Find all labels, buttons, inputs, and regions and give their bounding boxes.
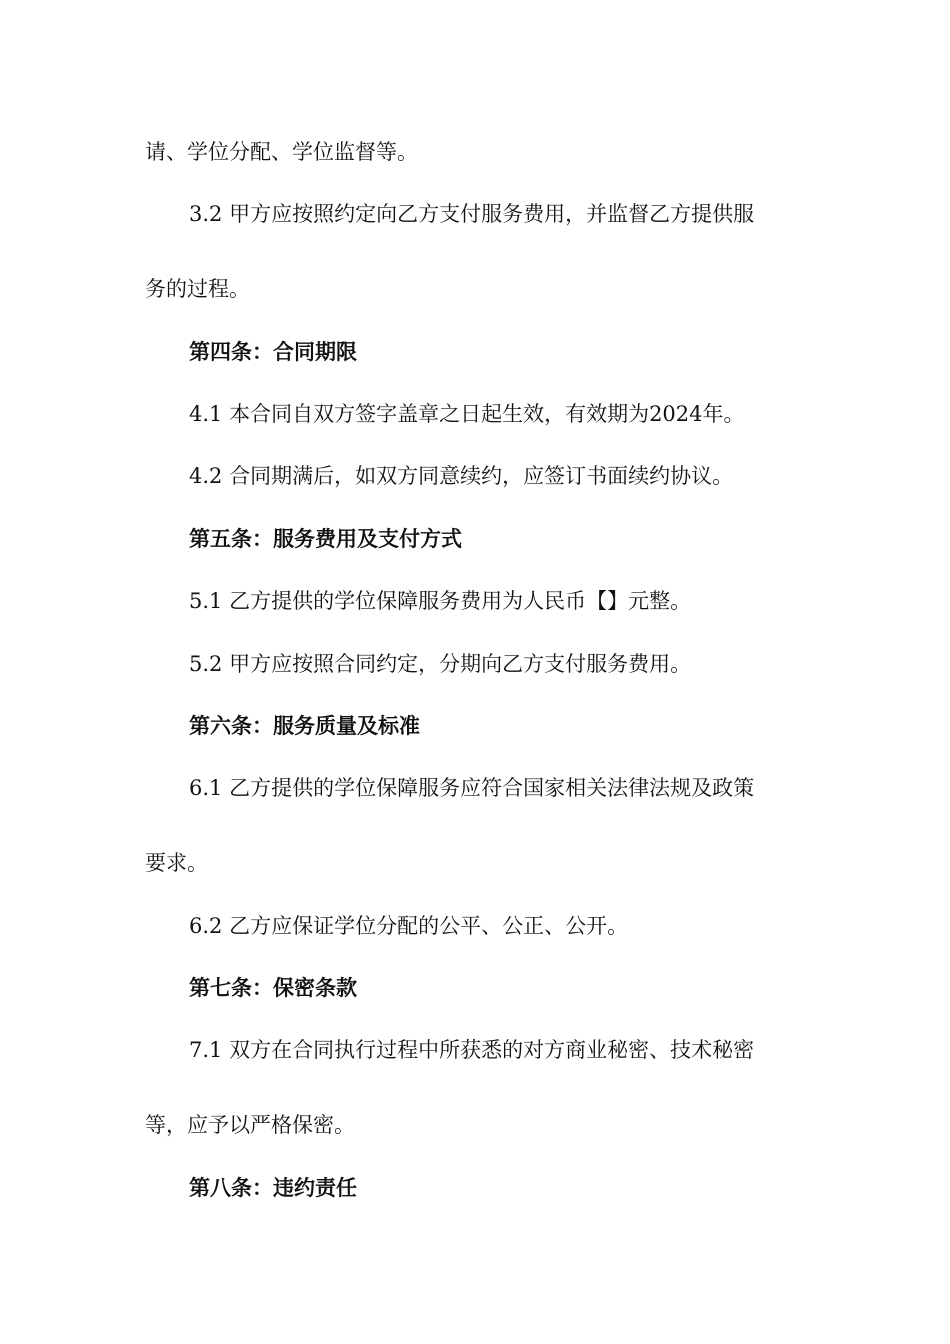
article-7-heading: 第七条：保密条款 <box>189 976 357 1000</box>
clause-3-2-continuation: 务的过程。 <box>145 277 250 301</box>
clause-7-1: 7.1 双方在合同执行过程中所获悉的对方商业秘密、技术秘密 <box>189 1038 755 1062</box>
clause-6-1: 6.1 乙方提供的学位保障服务应符合国家相关法律法规及政策 <box>189 776 755 800</box>
article-6-heading: 第六条：服务质量及标准 <box>189 714 420 738</box>
clause-3-2: 3.2 甲方应按照约定向乙方支付服务费用，并监督乙方提供服 <box>189 202 755 226</box>
article-5-heading: 第五条：服务费用及支付方式 <box>189 527 462 551</box>
article-8-heading: 第八条：违约责任 <box>189 1176 357 1200</box>
clause-5-2: 5.2 甲方应按照合同约定，分期向乙方支付服务费用。 <box>189 652 692 676</box>
paragraph-continuation-3-1: 请、学位分配、学位监督等。 <box>145 140 418 164</box>
clause-4-1: 4.1 本合同自双方签字盖章之日起生效，有效期为2024年。 <box>189 402 745 426</box>
clause-6-2: 6.2 乙方应保证学位分配的公平、公正、公开。 <box>189 914 629 938</box>
clause-6-1-continuation: 要求。 <box>145 851 208 875</box>
clause-5-1: 5.1 乙方提供的学位保障服务费用为人民币【】元整。 <box>189 589 692 613</box>
clause-4-2: 4.2 合同期满后，如双方同意续约，应签订书面续约协议。 <box>189 464 734 488</box>
article-4-heading: 第四条：合同期限 <box>189 340 357 364</box>
clause-7-1-continuation: 等，应予以严格保密。 <box>145 1113 355 1137</box>
